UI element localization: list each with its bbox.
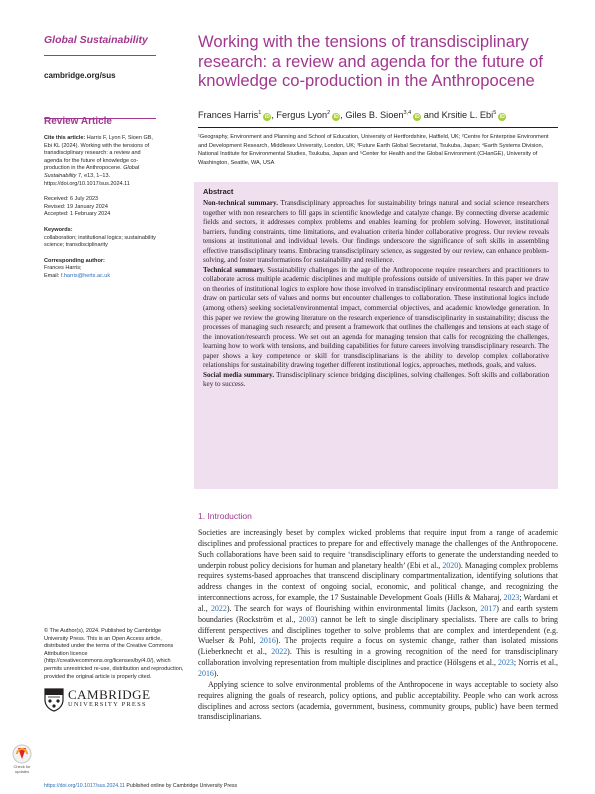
corresponding-label: Corresponding author: — [44, 257, 105, 264]
corresponding-name: Frances Harris; — [44, 265, 82, 272]
body-text-run: ) and earth system boundaries (Rockström et al., — [198, 603, 558, 624]
body-text-run: ; Wardani et al., — [198, 593, 558, 613]
doi-link[interactable]: https://doi.org/10.1017/sus.2024.11 — [44, 783, 125, 789]
citation-doi[interactable]: 7, e13, 1–13. https://doi.org/10.1017/sus.2024.11 — [44, 172, 130, 187]
citation — [44, 135, 156, 188]
publisher-line2: UNIVERSITY PRESS — [68, 701, 147, 708]
received-date: Received: 6 July 2023 — [44, 196, 99, 203]
corresponding-author — [44, 258, 156, 281]
check-for-updates-badge[interactable] — [8, 742, 36, 776]
citation-link[interactable]: 2022 — [210, 603, 227, 613]
publisher-line1: CAMBRIDGE — [68, 687, 151, 702]
journal-name[interactable]: Global Sustainability — [44, 34, 148, 46]
footer-text: Published online by Cambridge University Press — [124, 783, 238, 789]
citation-link[interactable]: 2022 — [271, 647, 288, 657]
body-text-run: ). The projects require a focus on systemic change, rather than isolated missions (Lieberknecht et al., — [198, 636, 558, 657]
citation-link[interactable]: 2023 — [498, 658, 514, 668]
abstract-box — [194, 182, 558, 489]
keywords — [44, 227, 156, 250]
email-label: Email: — [44, 272, 60, 279]
author-list: Frances Harris$^1$iD , Fergus Lyon$^2$iD , Giles B. Sioen$^{3,4}$iD and Krsitie L. Ebi$^5$iD — [198, 110, 505, 121]
body-text-run: ). This is resulting in a growing recognition of the need for transdisciplinary collaboration involving representation from multiple disciplines and practice (Hölsgens et al., — [198, 647, 558, 668]
author-3[interactable]: Giles B. Sioen$^{3,4}$iD — [345, 110, 420, 121]
intro-paragraph-1 — [198, 528, 558, 680]
cambridge-shield-icon — [44, 688, 64, 712]
citation-link[interactable]: 2023 — [503, 593, 520, 603]
orcid-icon[interactable]: iD — [499, 114, 505, 121]
body-text-run: ). The search for ways of flourishing within environmental limits (Jackson, — [226, 603, 481, 613]
revised-date: Revised: 19 January 2024 — [44, 203, 108, 210]
citation-link[interactable]: 2017 — [480, 603, 497, 613]
intro-paragraph-2: Applying science to solve environmental problems of the Anthropocene in ways acceptable to society also requires aligning the goals of research, policy options, and public acceptability. People who can work across disciplines and across sectors (academia, government, business, community groups, public) have been termed transdisciplinarians. — [198, 679, 558, 722]
technical-summary — [203, 266, 549, 371]
author-1[interactable]: Frances Harris$^1$iD — [198, 110, 270, 121]
author-2[interactable]: Fergus Lyon$^2$iD — [276, 110, 339, 121]
accepted-date: Accepted: 1 February 2024 — [44, 211, 111, 218]
email-link[interactable]: f.harris@herts.ac.uk — [60, 272, 111, 279]
technical-label: Technical summary. — [203, 265, 265, 274]
body-text-run: ; Norris et al., — [513, 658, 558, 668]
section-heading-introduction: 1. Introduction — [198, 511, 252, 521]
article-title: Working with the tensions of transdisciplinary research: a review and agenda for the future of knowledge co-production in the Anthropocene — [198, 32, 543, 90]
social-media-summary — [203, 371, 549, 390]
body-text-run: ) cannot be left to single disciplinary specialists. There are calls to bring different perspectives and disciplines together to solve problems that are complex and interdependent (e.g. Wuelser & Pohl, — [198, 614, 559, 646]
citation-link[interactable]: 2003 — [298, 614, 315, 624]
article-type: Review Article — [44, 116, 112, 127]
sidebar — [44, 34, 156, 119]
divider — [44, 55, 156, 56]
abstract-heading: Abstract — [203, 187, 234, 196]
introduction-body — [198, 528, 558, 723]
citation-journal: Global Sustainability — [44, 165, 140, 179]
citation-link[interactable]: 2016 — [198, 668, 214, 678]
citation-text: Harris F, Lyon F, Sioen GB, Ebi KL (2024). Working with the tensions of transdisciplinary research: a review and agenda for the future of knowledge co-production in the Anthropocene. — [44, 135, 153, 172]
dates — [44, 196, 156, 219]
badge-label: Check for updates — [13, 764, 31, 774]
non-technical-text: Transdisciplinary approaches for sustainability brings natural and social science researchers together with non researchers to fill gaps in scientific knowledge and catalyze change. By connecting diverse academic fields and sectors, it addresses complex problems and enables learning for problem solving. However, institutional barriers, funding constraints, time limitations, and evaluation criteria hinder collaborative progress. Our review reveals tensions at institutional and individual levels. Our findings underscore the significance of soft skills in assembling effective transdisciplinary teams. Embracing transdisciplinary science, as suggested by our review, can enhance problem-solving, and foster transformations for sustainability and resilience. — [203, 199, 549, 265]
keywords-label: Keywords: — [44, 226, 73, 233]
author-divider — [198, 127, 558, 128]
social-media-text: Transdisciplinary science bridging disciplines, solving challenges. Soft skills and collaboration key to success. — [203, 370, 549, 389]
author-4[interactable]: Krsitie L. Ebi$^5$iD — [441, 110, 505, 121]
technical-text: Sustainability challenges in the age of the Anthropocene require researchers and practitioners to collaborate across multiple academic disciplines and multiple professions outside of universities. In this paper we draw on theories of institutional logics to explore how those involved in transdisciplinary environmental research and practice draw on particular sets of values and norms but encounter challenges to collaboration. These institutional logics include (among others) seeking societal/environmental impact, commercial objectives, and academic knowledge generation. In this paper we review the growing literature on the research experience of transdisciplinarity in sustainability; discuss the processes of managing such research; and present a framework that outlines the challenges and tensions at each stage of the innovation/research process. We set out an agenda for managing tension that calls for recognizing the challenges, learning how to work with tensions, and building capabilities for future careers involving transdisciplinary research. The paper shows a key competence or skill for transdisciplinarians is the ability to develop complex collaborative relationships for sustainability drawing together different institutional logics, approaches, methods, goals, and values. — [203, 265, 549, 370]
journal-site-link[interactable]: cambridge.org/sus — [44, 71, 116, 80]
orcid-icon[interactable]: iD — [264, 114, 270, 121]
publisher-name — [68, 687, 151, 710]
non-technical-summary — [203, 199, 549, 266]
publisher-logo — [44, 688, 174, 712]
body-text-run: ). Managing complex problems requires systems-based approaches that transcend disciplinary compartmentalization, identifying solutions that address changes in the context of ongoing social, economic, and political change, and recognizing the interconnections across, for example, the 17 Sustainable Development Goals (Hills & Maharaj, — [198, 560, 559, 603]
social-media-label: Social media summary. — [203, 370, 275, 379]
sidebar-meta — [44, 116, 156, 281]
body-text-run: ). — [213, 668, 219, 678]
page-footer — [44, 783, 237, 789]
non-technical-label: Non-technical summary. — [203, 199, 278, 207]
orcid-icon[interactable]: iD — [414, 114, 420, 121]
affiliations: ¹Geography, Environment and Planning and School of Education, University of Hertfordshire, Hatfield, UK; ²Centre for Enterprise Environment and Development Research, Middlesex University, London, UK; ³Future Earth Global Secretariat, Tsukuba, Japan; ⁴Earth Systems Division, National Institute for Environmental Studies, Tsukuba, Japan and ⁵Center for Health and the Global Environment (CHanGE), University of Washington, Seattle, WA, USA — [198, 134, 549, 166]
license-text: © The Author(s), 2024. Published by Cambridge University Press. This is an Open Access article, distributed under the terms of the Creative Commons Attribution licence (http://creativecommons.org/licenses/by/4.0/), which permits unrestricted re-use, distribution and reproduction, provided the original article is properly cited. — [44, 628, 184, 680]
citation-link[interactable]: 2016 — [259, 636, 276, 646]
keywords-list: collaboration; institutional logics; sustainability science; transdisciplinarity — [44, 234, 156, 249]
citation-link[interactable]: 2020 — [442, 560, 459, 570]
citation-label: Cite this article: — [44, 135, 86, 141]
body-text-run: Societies are increasingly beset by complex wicked problems that require input from a range of academic disciplines and professional practices to prepare for and effectively manage the challenges of the Anthropocene. Such collaborations have been said to require ‘transdisciplinary efforts to generate the understanding needed to underpin robust policy decisions for human and planetary health’ (Ebi et al., — [198, 528, 558, 570]
orcid-icon[interactable]: iD — [333, 114, 339, 121]
